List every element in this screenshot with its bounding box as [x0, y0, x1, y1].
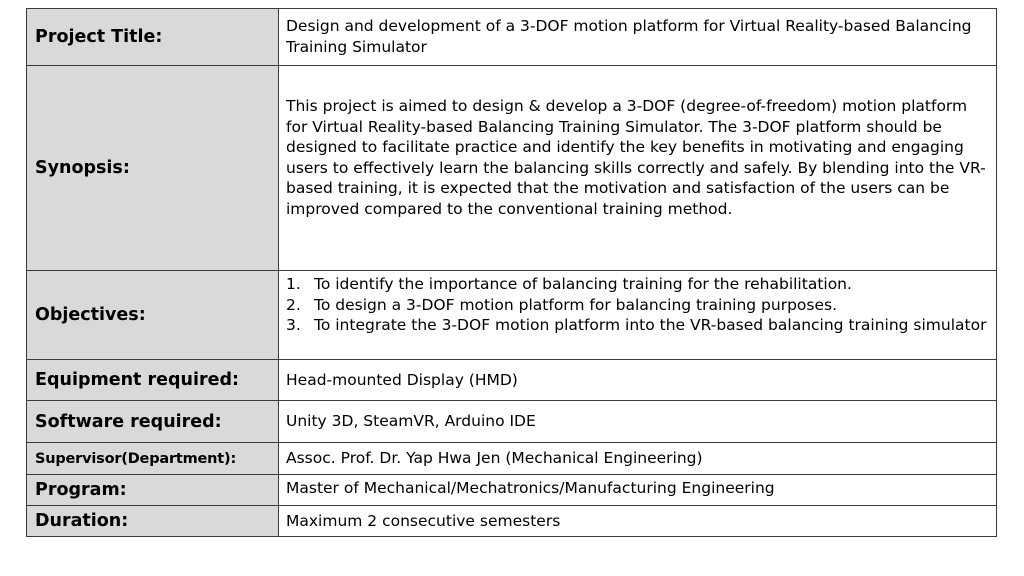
value-synopsis: This project is aimed to design & develop a 3-DOF (degree-of-freedom) motion platform for Virtual Reality-based Balancing Training Simulator. The 3-DOF platform should be designed to facilitate practice and identify the key benefits in motivating and engaging users to effectively learn the balancing skills correctly and safely. By blending into the VR-based training, it is expected that the motivation and satisfaction of the users can be improved compared to the conventional training method.: [279, 66, 997, 271]
row-project-title: [27, 9, 997, 66]
value-duration: Maximum 2 consecutive semesters: [279, 506, 997, 537]
objectives-list: [286, 274, 990, 336]
value-equipment: Head-mounted Display (HMD): [279, 360, 997, 401]
objective-item: [286, 295, 990, 316]
row-duration: [27, 506, 997, 537]
label-duration: Duration:: [27, 506, 279, 537]
objective-number: 1.: [286, 275, 301, 293]
value-objectives: [279, 271, 997, 360]
value-program: Master of Mechanical/Mechatronics/Manufacturing Engineering: [279, 475, 997, 506]
value-supervisor: Assoc. Prof. Dr. Yap Hwa Jen (Mechanical Engineering): [279, 443, 997, 475]
objective-number: 3.: [286, 316, 301, 334]
row-equipment: [27, 360, 997, 401]
objective-text: To design a 3-DOF motion platform for balancing training purposes.: [314, 295, 838, 314]
row-synopsis: [27, 66, 997, 271]
objective-text: To identify the importance of balancing training for the rehabilitation.: [314, 275, 852, 293]
objective-item: [286, 315, 990, 336]
objective-text: To integrate the 3-DOF motion platform into the VR-based balancing training simulator: [314, 316, 987, 334]
label-project-title: Project Title:: [27, 9, 279, 66]
objective-number: 2.: [286, 295, 301, 314]
label-program: Program:: [27, 475, 279, 506]
value-software: Unity 3D, SteamVR, Arduino IDE: [279, 401, 997, 443]
label-equipment: Equipment required:: [27, 360, 279, 401]
label-synopsis: Synopsis:: [27, 66, 279, 271]
row-program: [27, 475, 997, 506]
row-software: [27, 401, 997, 443]
label-objectives: Objectives:: [27, 271, 279, 360]
objective-item: [286, 274, 990, 295]
label-supervisor: Supervisor(Department):: [27, 443, 279, 475]
value-project-title: Design and development of a 3-DOF motion platform for Virtual Reality-based Balancing Training Simulator: [279, 9, 997, 66]
label-software: Software required:: [27, 401, 279, 443]
row-supervisor: [27, 443, 997, 475]
project-details-table: [26, 8, 997, 537]
row-objectives: [27, 271, 997, 360]
